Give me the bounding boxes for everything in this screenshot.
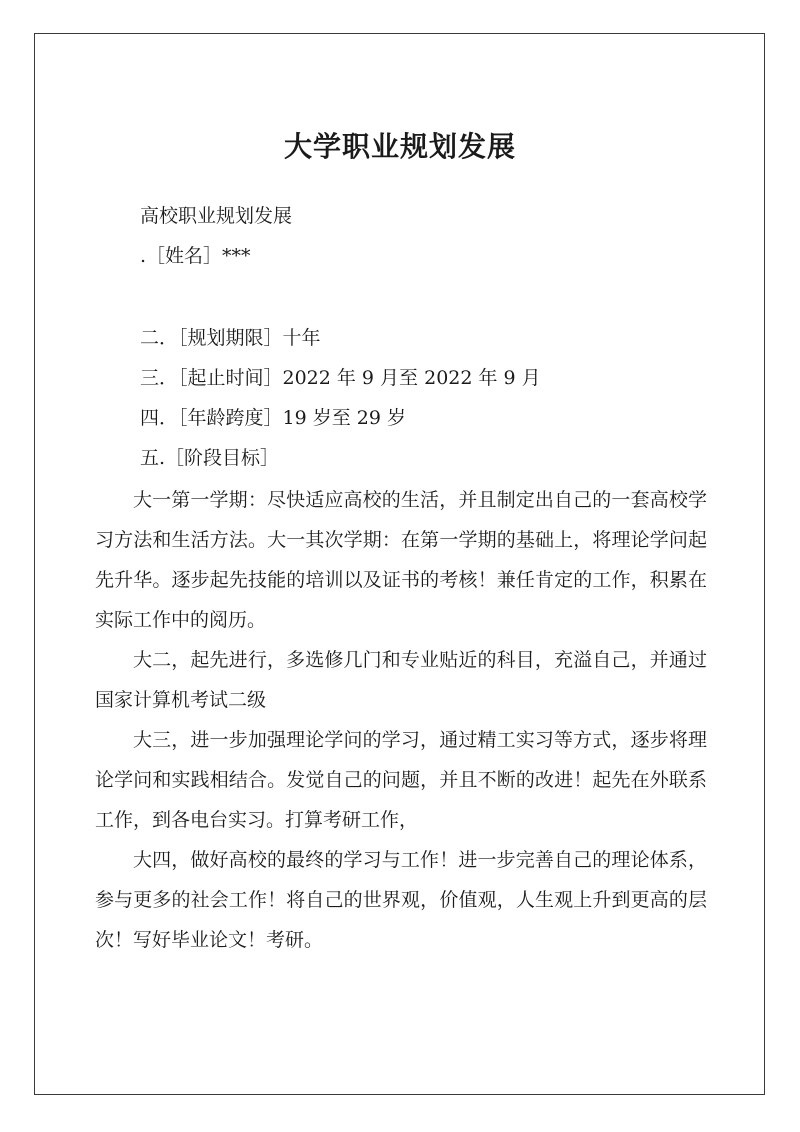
paragraph-junior: 大三，进一步加强理论学问的学习，通过精工实习等方式，逐步将理论学问和实践相结合。发觉自己的问题，并且不断的改进！起先在外联系工作，到各电台实习。打算考研工作， xyxy=(95,729,707,831)
subtitle-line: 高校职业规划发展 xyxy=(140,205,293,227)
document-body xyxy=(95,196,707,960)
stage-goals-heading: 五.［阶段目标］ xyxy=(140,447,280,469)
blank-spacer xyxy=(95,276,707,318)
paragraph-freshman: 大一第一学期：尽快适应高校的生活，并且制定出自己的一套高校学习方法和生活方法。大一其次学期：在第一学期的基础上，将理论学问起先升华。逐步起先技能的培训以及证书的考核！兼任肯定的工作，积累在实际工作中的阅历。 xyxy=(95,489,707,631)
name-line: .［姓名］*** xyxy=(140,245,251,267)
paragraph-senior: 大四，做好高校的最终的学习与工作！进一步完善自己的理论体系，参与更多的社会工作！将自己的世界观，价值观，人生观上升到更高的层次！写好毕业论文！考研。 xyxy=(95,849,707,951)
time-range-line: 三．［起止时间］2022 年 9 月至 2022 年 9 月 xyxy=(140,367,541,389)
stage-goals-paragraphs xyxy=(95,480,707,960)
paragraph-sophomore: 大二，起先进行，多选修几门和专业贴近的科目，充溢自己，并通过国家计算机考试二级 xyxy=(95,649,707,711)
document-title: 大学职业规划发展 xyxy=(283,130,516,163)
planning-period-line: 二．［规划期限］十年 xyxy=(140,327,321,349)
age-span-line: 四．［年龄跨度］19 岁至 29 岁 xyxy=(140,407,406,429)
